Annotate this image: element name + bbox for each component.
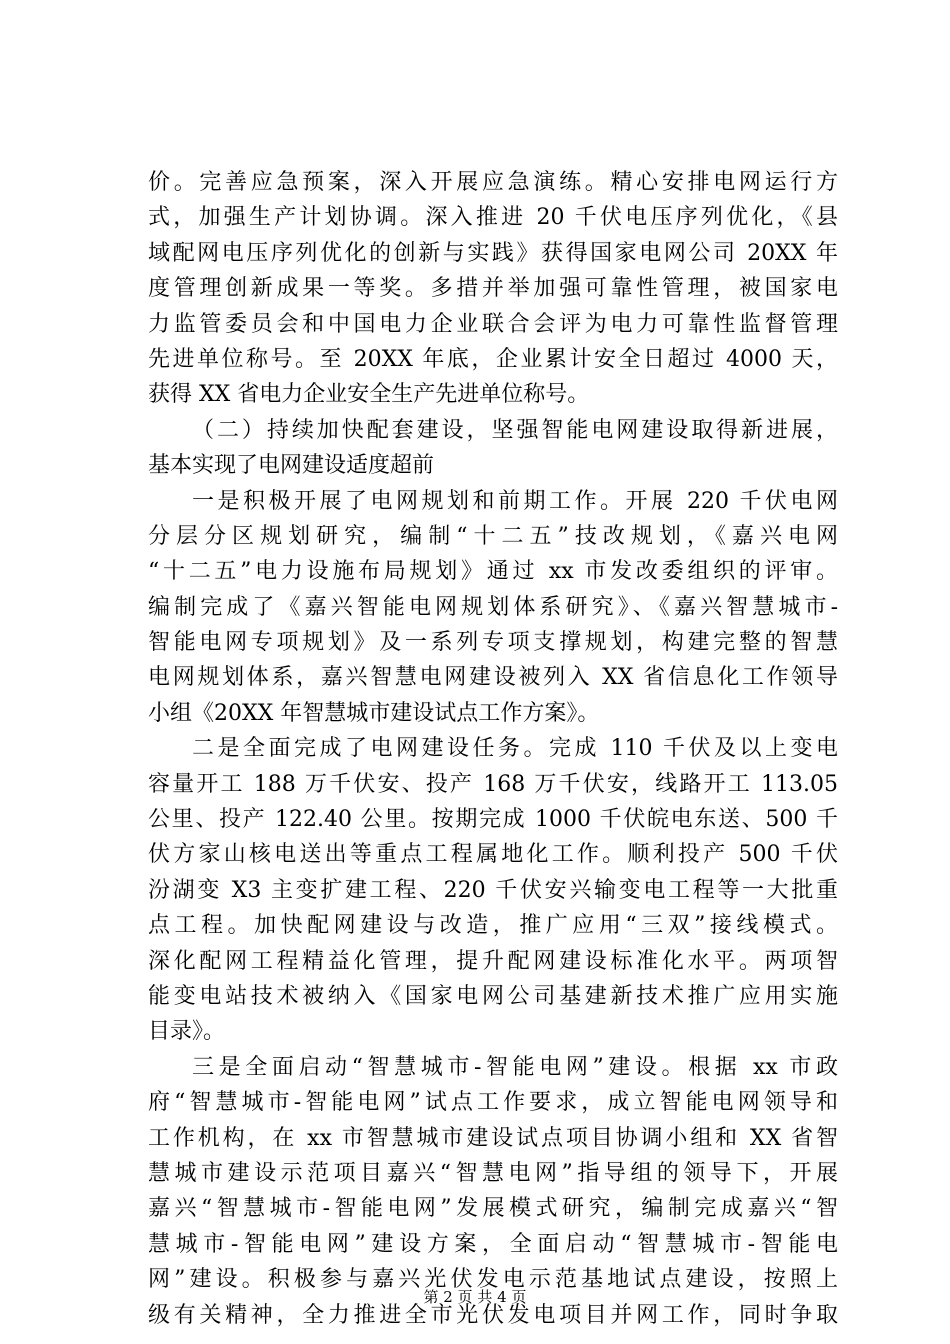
text-line: “十二五”电力设施布局规划》通过 xx 市发改委组织的评审。 [148,559,838,585]
text-line: 编制完成了《嘉兴智能电网规划体系研究》、《嘉兴智慧城市- [148,594,838,620]
text-line: 式，加强生产计划协调。深入推进 20 千伏电压序列优化，《县 [148,205,838,231]
section-heading-line: 基本实现了电网建设适度超前 [148,453,435,479]
text-line: 小组《20XX 年智慧城市建设试点工作方案》。 [148,700,600,726]
text-line: 度管理创新成果一等奖。多措并举加强可靠性管理，被国家电 [148,276,838,302]
text-line: 智能电网专项规划》及一系列专项支撑规划，构建完整的智慧 [148,630,838,656]
text-line: 深化配网工程精益化管理，提升配网建设标准化水平。两项智 [148,948,838,974]
text-line: 分层分区规划研究，编制“十二五”技改规划，《嘉兴电网 [148,523,838,549]
section-heading-line: （二）持续加快配套建设，坚强智能电网建设取得新进展， [192,417,838,443]
text-line: 电网规划体系，嘉兴智慧电网建设被列入 XX 省信息化工作领导 [148,665,839,691]
text-line: 力监管委员会和中国电力企业联合会评为电力可靠性监督管理 [148,311,838,337]
text-line: 域配网电压序列优化的创新与实践》获得国家电网公司 20XX 年 [148,240,838,266]
text-line: 慧城市建设示范项目嘉兴“智慧电网”指导组的领导下，开展 [148,1160,838,1186]
text-line: 伏方家山核电送出等重点工程属地化工作。顺利投产 500 千伏 [148,842,838,868]
text-line: 汾湖变 X3 主变扩建工程、220 千伏安兴输变电工程等一大批重 [148,877,838,903]
text-line: 级有关精神，全力推进全市光伏发电项目并网工作，同时争取 [148,1302,838,1328]
document-body [148,165,838,1333]
text-line: 能变电站技术被纳入《国家电网公司基建新技术推广应用实施 [148,983,838,1009]
text-line: 价。完善应急预案，深入开展应急演练。精心安排电网运行方 [148,170,838,195]
text-line: 二是全面完成了电网建设任务。完成 110 千伏及以上变电 [192,736,838,762]
text-line: 工作机构，在 xx 市智慧城市建设试点项目协调小组和 XX 省智 [148,1125,838,1151]
text-line: 容量开工 188 万千伏安、投产 168 万千伏安，线路开工 113.05 [148,771,838,797]
text-line: 三是全面启动“智慧城市-智能电网”建设。根据 xx 市政 [192,1054,838,1080]
text-line: 公里、投产 122.40 公里。按期完成 1000 千伏皖电东送、500 千 [148,807,838,833]
text-line: 点工程。加快配网建设与改造，推广应用“三双”接线模式。 [148,913,838,939]
text-line: 一是积极开展了电网规划和前期工作。开展 220 千伏电网 [192,488,838,514]
text-line: 网”建设。积极参与嘉兴光伏发电示范基地试点建设，按照上 [148,1267,838,1293]
text-line: 嘉兴“智慧城市-智能电网”发展模式研究，编制完成嘉兴“智 [148,1196,838,1222]
text-line: 目录》。 [148,1019,226,1045]
text-line: 先进单位称号。至 20XX 年底，企业累计安全日超过 4000 天， [148,346,838,372]
text-line: 府“智慧城市-智能电网”试点工作要求，成立智能电网领导和 [148,1090,838,1116]
page-footer: 第 2 页 共 4 页 [423,1288,527,1306]
text-line: 慧城市-智能电网”建设方案，全面启动“智慧城市-智能电 [148,1231,838,1257]
text-line: 获得 XX 省电力企业安全生产先进单位称号。 [148,382,590,408]
